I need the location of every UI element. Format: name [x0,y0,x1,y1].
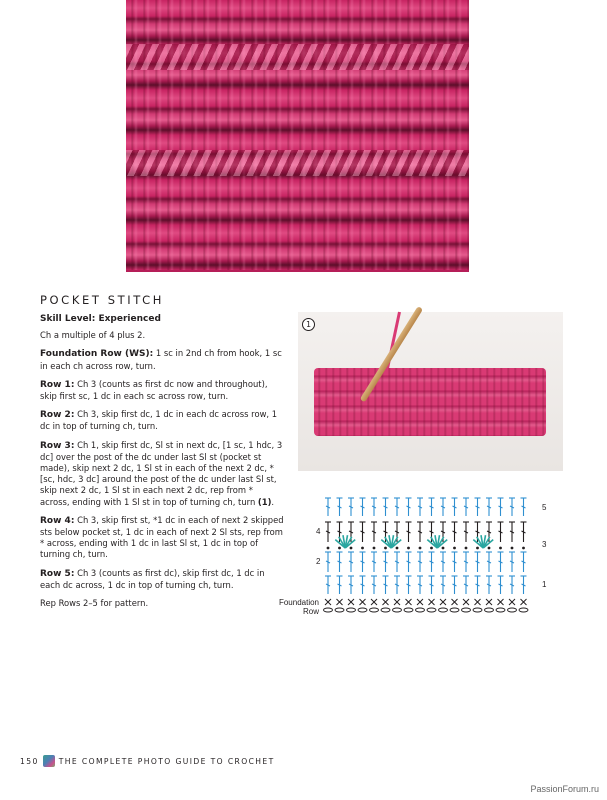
slip-stitch-symbol [442,547,445,550]
slip-stitch-symbol [407,547,410,550]
row-text-end: . [271,496,275,507]
row-number-1: 1 [542,580,547,589]
chain-symbol [416,608,425,612]
pocket-band [126,44,469,70]
skill-level: Skill Level: Experienced [40,314,161,324]
pocket-band [126,150,469,176]
page-footer [20,755,275,767]
slip-stitch-symbol [430,547,433,550]
watermark: PassionForum.ru [530,784,599,794]
row-text: Ch 3, skip first st, *1 dc in each of next 2 skipped sts below pocket st, 1 dc in each of next 2 Sl sts, rep from * across, ending with 1 dc in last Sl st, 1 dc in top of turning ch, turn. [40,514,284,560]
crochet-piece [314,368,546,436]
slip-stitch-symbol [511,547,514,550]
chain-symbol [439,608,448,612]
chain-symbol [485,608,494,612]
chart-symbols [324,498,529,612]
row-label: Row 3: [40,440,75,451]
row-label: Foundation Row (WS): [40,349,154,360]
step-number: 1 [302,318,315,331]
section-title: POCKET STITCH [40,293,165,307]
stitch-chart [276,486,566,621]
chain-symbol [404,608,413,612]
row-instruction [40,348,285,371]
book-logo-icon [43,755,55,767]
crochet-swatch-photo [126,0,469,272]
step-photo [298,312,563,471]
foundation-label: Foundation [278,598,319,607]
foundation-label: Row [302,607,319,616]
slip-stitch-symbol [373,547,376,550]
slip-stitch-symbol [488,547,491,550]
slip-stitch-symbol [419,547,422,550]
row-instruction [40,379,285,402]
row-label: Row 4: [40,515,75,526]
row-number-4: 4 [316,527,321,536]
chain-symbol [381,608,390,612]
intro-text: Ch a multiple of 4 plus 2. [40,330,146,341]
row-text: Ch 3 (counts as first dc), skip first dc, 1 dc in each dc across, 1 dc in top of turning ch, turn. [40,567,265,590]
chain-symbol [347,608,356,612]
chain-symbol [324,608,333,612]
slip-stitch-symbol [361,547,364,550]
row-label: Row 1: [40,379,75,390]
row-number-2: 2 [316,557,321,566]
repeat-note: Rep Rows 2–5 for pattern. [40,598,149,609]
slip-stitch-symbol [396,547,399,550]
chain-symbol [358,608,367,612]
row-number-5: 5 [542,503,547,512]
slip-stitch-symbol [350,547,353,550]
row-instruction [40,409,285,432]
slip-stitch-symbol [327,547,330,550]
slip-stitch-symbol [522,547,525,550]
photo-reference: (1) [257,496,272,507]
row-instruction [40,515,285,561]
row-label: Row 2: [40,410,75,421]
row-instruction [40,440,285,508]
chain-symbol [496,608,505,612]
row-text: Ch 3, skip first dc, 1 dc in each dc across row, 1 dc in top of turning ch, turn. [40,409,278,432]
slip-stitch-symbol [465,547,468,550]
chain-symbol [450,608,459,612]
row-number-3: 3 [542,540,547,549]
row-text: Ch 3 (counts as first dc now and throughout), skip first sc, 1 dc in each sc across row, turn. [40,378,268,402]
chain-symbol [393,608,402,612]
page-number: 150 [20,756,39,766]
row-label: Row 5: [40,568,75,579]
slip-stitch-symbol [453,547,456,550]
chain-symbol [370,608,379,612]
row-text: 1 sc in 2nd ch from hook, 1 sc in each ch across row, turn. [40,348,282,371]
chain-symbol [473,608,482,612]
chain-symbol [427,608,436,612]
book-title: THE COMPLETE PHOTO GUIDE TO CROCHET [58,756,275,766]
chain-symbol [508,608,517,612]
chain-symbol [335,608,344,612]
pattern-instructions [40,314,285,616]
slip-stitch-symbol [338,547,341,550]
row-instruction [40,568,285,591]
slip-stitch-symbol [476,547,479,550]
row-text: Ch 1, skip first dc, Sl st in next dc, [1 sc, 1 hdc, 3 dc] over the post of the dc under last Sl st (pocket st made), skip next 2 dc, 1 Sl st in each of the next 2 dc, *[sc, hdc, 3 dc] around the post of the dc under last Sl st, skip next 2 dc, 1 Sl st in each next 2 dc, rep from * across, ending with 1 Sl st in top of turning ch, turn [40,439,283,507]
chain-symbol [462,608,471,612]
slip-stitch-symbol [384,547,387,550]
chain-symbol [519,608,528,612]
slip-stitch-symbol [499,547,502,550]
